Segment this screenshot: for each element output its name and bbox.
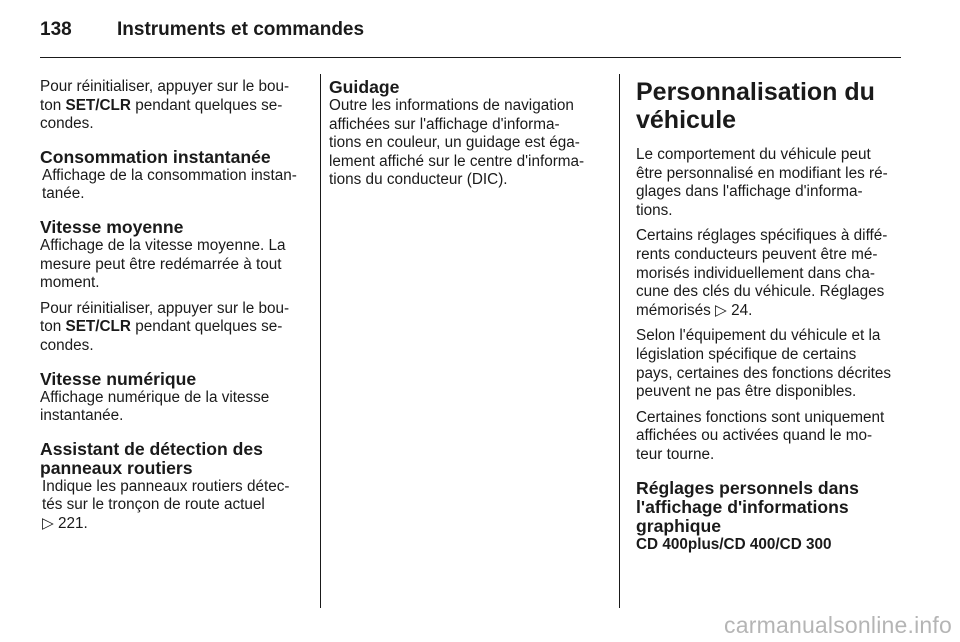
set-clr-label: SET/CLR <box>65 96 131 114</box>
page-reference-icon[interactable]: ▷ <box>42 514 54 532</box>
text-line: Pour réinitialiser, appuyer sur le bou- <box>40 78 290 95</box>
text-line: glages dans l'affichage d'informa- <box>636 183 863 201</box>
text-line: Outre les informations de navigation <box>329 97 574 114</box>
column-divider-left <box>320 74 321 608</box>
section-heading-reglages <box>636 479 906 536</box>
heading-line: l'affichage d'informations <box>636 496 849 517</box>
text-fragment: pendant quelques se- <box>135 96 283 114</box>
heading-line: Réglages personnels dans <box>636 477 859 498</box>
column-middle <box>329 78 605 197</box>
text-fragment: ton <box>40 96 62 114</box>
section-heading-vitesse-moyenne: Vitesse moyenne <box>40 216 184 237</box>
column-left <box>40 78 312 541</box>
text-line: rents conducteurs peuvent être mé- <box>636 245 878 263</box>
header-rule <box>40 57 901 58</box>
reset-paragraph-2 <box>40 300 312 356</box>
section-heading-assistant <box>40 440 312 478</box>
text-line: moment. <box>40 274 100 292</box>
text-line: Pour réinitialiser, appuyer sur le bou- <box>40 299 290 317</box>
text-line: morisés individuellement dans cha- <box>636 264 875 282</box>
text-line: mesure peut être redémarrée à tout <box>40 255 282 273</box>
text-line: condes. <box>40 115 94 133</box>
page-reference-link[interactable]: 221. <box>58 514 88 532</box>
text-fragment: pendant quelques se- <box>135 318 283 336</box>
text-line: être personnalisé en modifiant les ré- <box>636 164 888 182</box>
heading-line: panneaux routiers <box>40 457 193 478</box>
text-line: Affichage de la consommation instan- <box>42 166 297 184</box>
text-line: affichées sur l'affichage d'informa- <box>329 115 560 133</box>
text-line: instantanée. <box>40 407 124 425</box>
text-line: lement affiché sur le centre d'informa- <box>329 152 585 170</box>
set-clr-label: SET/CLR <box>65 318 131 336</box>
intro-paragraph <box>636 146 906 220</box>
section-heading-vitesse-numerique: Vitesse numérique <box>40 368 197 389</box>
page-reference-link[interactable]: 24. <box>731 301 753 319</box>
assistant-paragraph <box>40 478 312 534</box>
chapter-title <box>636 78 906 134</box>
page-title: Instruments et commandes <box>117 19 365 40</box>
text-line: condes. <box>40 336 94 354</box>
guidage-paragraph <box>329 97 605 190</box>
model-variants-label: CD 400plus/CD 400/CD 300 <box>636 535 832 553</box>
text-line: Certains réglages spécifiques à diffé- <box>636 227 888 245</box>
text-line: teur tourne. <box>636 445 715 463</box>
text-line: tions du conducteur (DIC). <box>329 171 508 189</box>
memorized-settings-paragraph <box>636 227 906 320</box>
heading-line: graphique <box>636 515 722 536</box>
text-line: pays, certaines des fonctions décrites <box>636 364 892 382</box>
reset-paragraph <box>40 78 312 134</box>
text-line: Affichage numérique de la vitesse <box>40 388 270 406</box>
text-line: tanée. <box>42 185 85 203</box>
column-divider-right <box>619 74 620 608</box>
page-number: 138 <box>40 19 72 40</box>
text-line: Indique les panneaux routiers détec- <box>42 477 290 495</box>
equipment-paragraph <box>636 327 906 401</box>
text-line: Certaines fonctions sont uniquement <box>636 408 885 426</box>
text-fragment: ton <box>40 318 62 336</box>
text-fragment: mémorisés <box>636 301 711 319</box>
text-line: peuvent ne pas être disponibles. <box>636 383 857 401</box>
text-line: Affichage de la vitesse moyenne. La <box>40 236 286 254</box>
vitesse-numerique-paragraph <box>40 389 312 426</box>
heading-line: véhicule <box>636 106 737 134</box>
text-line: Selon l'équipement du véhicule et la <box>636 327 881 345</box>
watermark: carmanualsonline.info <box>724 612 952 638</box>
section-heading-guidage: Guidage <box>329 77 400 97</box>
text-line: législation spécifique de certains <box>636 345 857 363</box>
heading-line: Personnalisation du <box>636 78 875 106</box>
text-line: tés sur le tronçon de route actuel <box>42 496 265 514</box>
heading-line: Assistant de détection des <box>40 438 263 459</box>
vitesse-moyenne-paragraph <box>40 237 312 293</box>
text-line: cune des clés du véhicule. Réglages <box>636 283 885 301</box>
text-line: tions. <box>636 201 673 219</box>
page-reference-icon[interactable]: ▷ <box>715 301 727 319</box>
engine-running-paragraph <box>636 409 906 465</box>
column-right <box>636 78 906 554</box>
text-line: Le comportement du véhicule peut <box>636 146 871 163</box>
text-line: tions en couleur, un guidage est éga- <box>329 134 580 152</box>
consommation-paragraph <box>40 167 312 204</box>
section-heading-consommation: Consommation instantanée <box>40 146 271 167</box>
text-line: affichées ou activées quand le mo- <box>636 427 873 445</box>
